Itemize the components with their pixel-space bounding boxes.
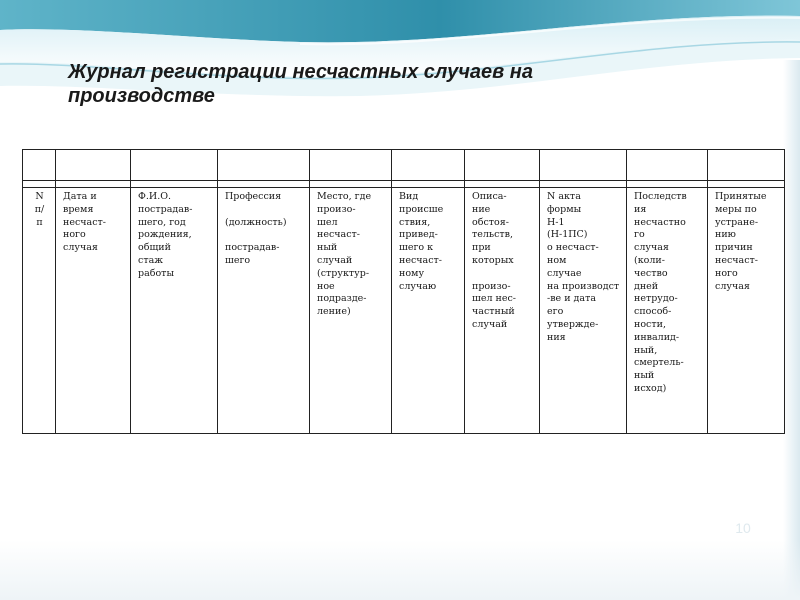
accident-journal-table xyxy=(22,149,785,434)
table-cell[interactable] xyxy=(131,150,218,181)
table-cell[interactable] xyxy=(708,181,785,188)
bottom-edge-shading xyxy=(0,540,800,600)
table-cell[interactable] xyxy=(540,181,627,188)
page-number: 10 xyxy=(735,520,751,536)
table-cell[interactable] xyxy=(465,150,540,181)
table-cell[interactable] xyxy=(56,150,131,181)
column-header-profession: Профессия (должность) пострадав- шего xyxy=(218,188,310,434)
column-header-circumstances: Описа- ние обстоя- тельств, при которых произо- шел нес- частный случай xyxy=(465,188,540,434)
right-edge-shading xyxy=(783,60,800,600)
column-header-victim-name: Ф.И.О. пострадав- шего, год рождения, общий стаж работы xyxy=(131,188,218,434)
table-cell[interactable] xyxy=(708,150,785,181)
column-header-consequences: Последств ия несчастно го случая (коли- чество дней нетрудо- способ- ности, инвалид- ный, смертель- ный исход) xyxy=(627,188,708,434)
table-cell[interactable] xyxy=(218,150,310,181)
column-header-location: Место, где произо- шел несчаст- ный случай (структур- ное подразде- ление) xyxy=(310,188,392,434)
column-header-incident-type: Вид происше ствия, привед- шего к несчаст- ному случаю xyxy=(392,188,465,434)
table-row xyxy=(23,181,785,188)
column-header-datetime: Дата и время несчаст- ного случая xyxy=(56,188,131,434)
table-cell[interactable] xyxy=(392,150,465,181)
column-header-act-number: N акта формы Н-1 (Н-1ПС) о несчаст- ном случае на производст -ве и дата его утвержде- ния xyxy=(540,188,627,434)
table-cell[interactable] xyxy=(218,181,310,188)
column-header-measures: Принятые меры по устране- нию причин несчаст- ного случая xyxy=(708,188,785,434)
table-cell[interactable] xyxy=(540,150,627,181)
table-cell[interactable] xyxy=(56,181,131,188)
slide-title: Журнал регистрации несчастных случаев на производстве xyxy=(68,61,533,107)
table-cell[interactable] xyxy=(465,181,540,188)
table-cell[interactable] xyxy=(627,181,708,188)
table-cell[interactable] xyxy=(131,181,218,188)
table-cell[interactable] xyxy=(310,181,392,188)
table-row xyxy=(23,150,785,181)
table-cell[interactable] xyxy=(627,150,708,181)
table-header-row xyxy=(23,188,785,434)
table-cell[interactable] xyxy=(23,181,56,188)
column-header-number: N п/ п xyxy=(23,188,56,434)
table-cell[interactable] xyxy=(23,150,56,181)
table-cell[interactable] xyxy=(310,150,392,181)
table-cell[interactable] xyxy=(392,181,465,188)
